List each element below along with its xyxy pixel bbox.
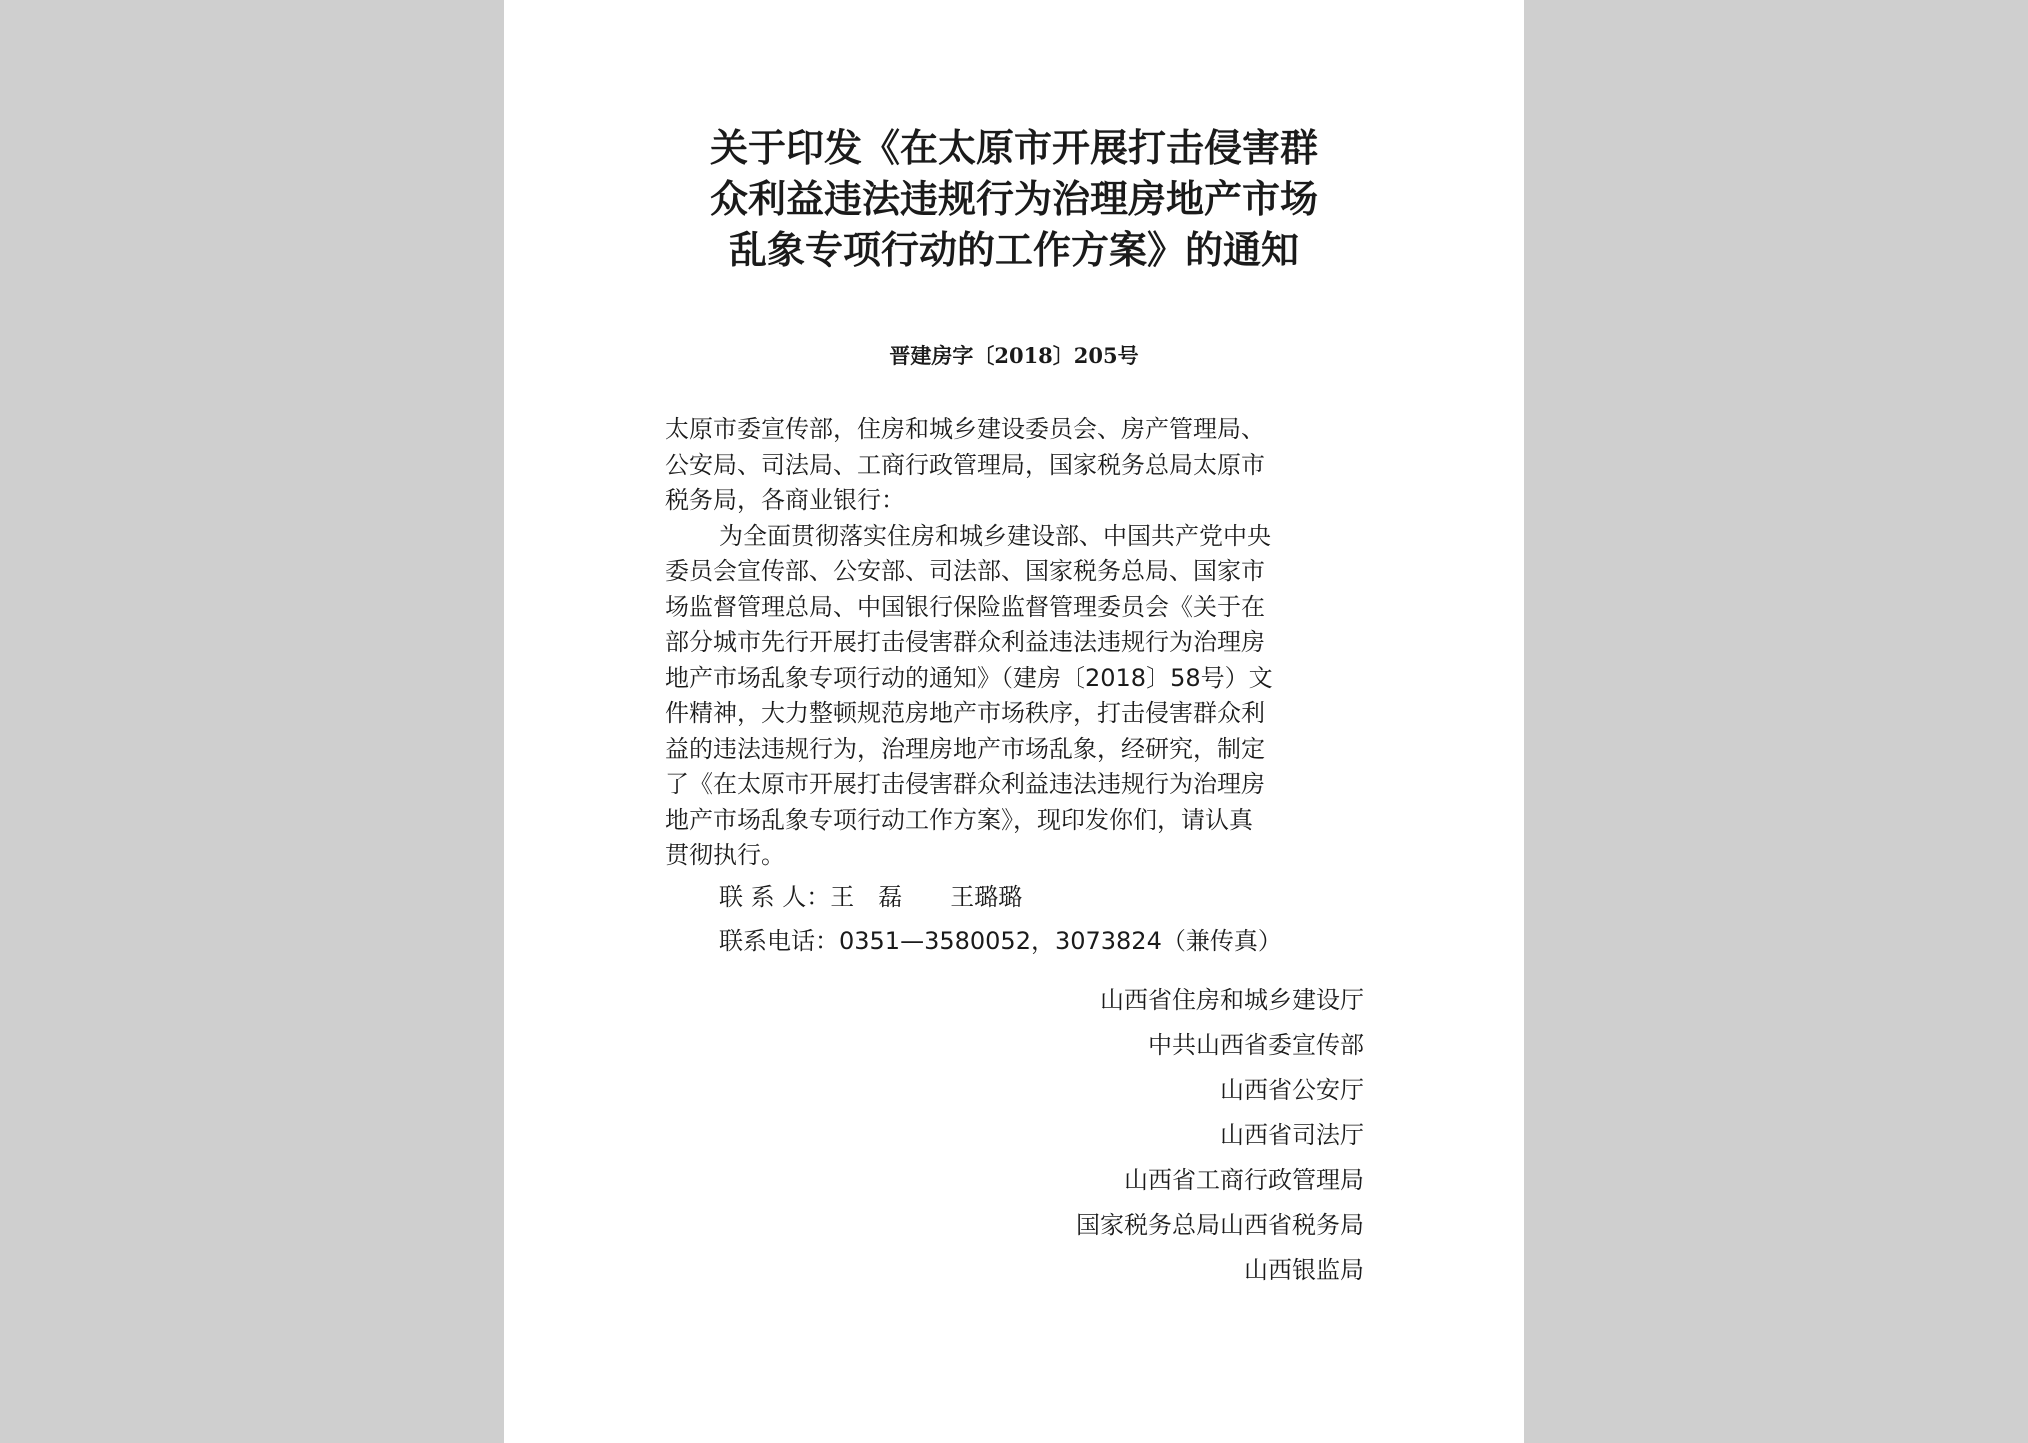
document-title (504, 122, 1524, 275)
document-body (665, 412, 1365, 960)
document-number: 晋建房字〔2018〕205号 (889, 343, 1139, 368)
addressee-line: 公安局、司法局、工商行政管理局，国家税务总局太原市 (665, 450, 1265, 479)
title-line: 乱象专项行动的工作方案》的通知 (728, 227, 1299, 272)
signer-list (1076, 978, 1364, 1293)
body-line: 地产市场乱象专项行动工作方案》，现印发你们，请认真 (665, 805, 1253, 834)
title-line: 关于印发《在太原市开展打击侵害群 (709, 125, 1318, 170)
body-line: 地产市场乱象专项行动的通知》（建房〔2018〕58号）文 (665, 663, 1273, 692)
body-line: 件精神，大力整顿规范房地产市场秩序，打击侵害群众利 (665, 699, 1265, 727)
body-line: 部分城市先行开展打击侵害群众利益违法违规行为治理房 (665, 628, 1265, 656)
addressee-line: 税务局，各商业银行： (665, 486, 905, 514)
body-line: 益的违法违规行为，治理房地产市场乱象，经研究，制定 (665, 734, 1265, 763)
signer: 山西省工商行政管理局 (1124, 1166, 1364, 1194)
body-line: 贯彻执行。 (665, 841, 785, 869)
signer: 山西省住房和城乡建设厅 (1100, 986, 1364, 1014)
signer: 国家税务总局山西省税务局 (1076, 1211, 1364, 1239)
signer: 山西银监局 (1244, 1256, 1364, 1284)
body-line: 委员会宣传部、公安部、司法部、国家税务总局、国家市 (665, 557, 1265, 585)
contact-person: 联 系 人：王 磊 王璐璐 (719, 882, 1023, 911)
signer: 山西省司法厅 (1220, 1121, 1364, 1149)
document-page (504, 0, 1524, 1443)
title-line: 众利益违法违规行为治理房地产市场 (709, 176, 1318, 221)
body-line: 为全面贯彻落实住房和城乡建设部、中国共产党中央 (719, 521, 1271, 550)
signer: 中共山西省委宣传部 (1148, 1031, 1364, 1059)
addressee-line: 太原市委宣传部，住房和城乡建设委员会、房产管理局、 (665, 415, 1265, 443)
body-line: 了《在太原市开展打击侵害群众利益违法违规行为治理房 (665, 770, 1265, 798)
body-line: 场监督管理总局、中国银行保险监督管理委员会《关于在 (665, 592, 1265, 621)
contact-phone: 联系电话：0351—3580052，3073824（兼传真） (719, 927, 1282, 955)
signer: 山西省公安厅 (1220, 1076, 1364, 1104)
